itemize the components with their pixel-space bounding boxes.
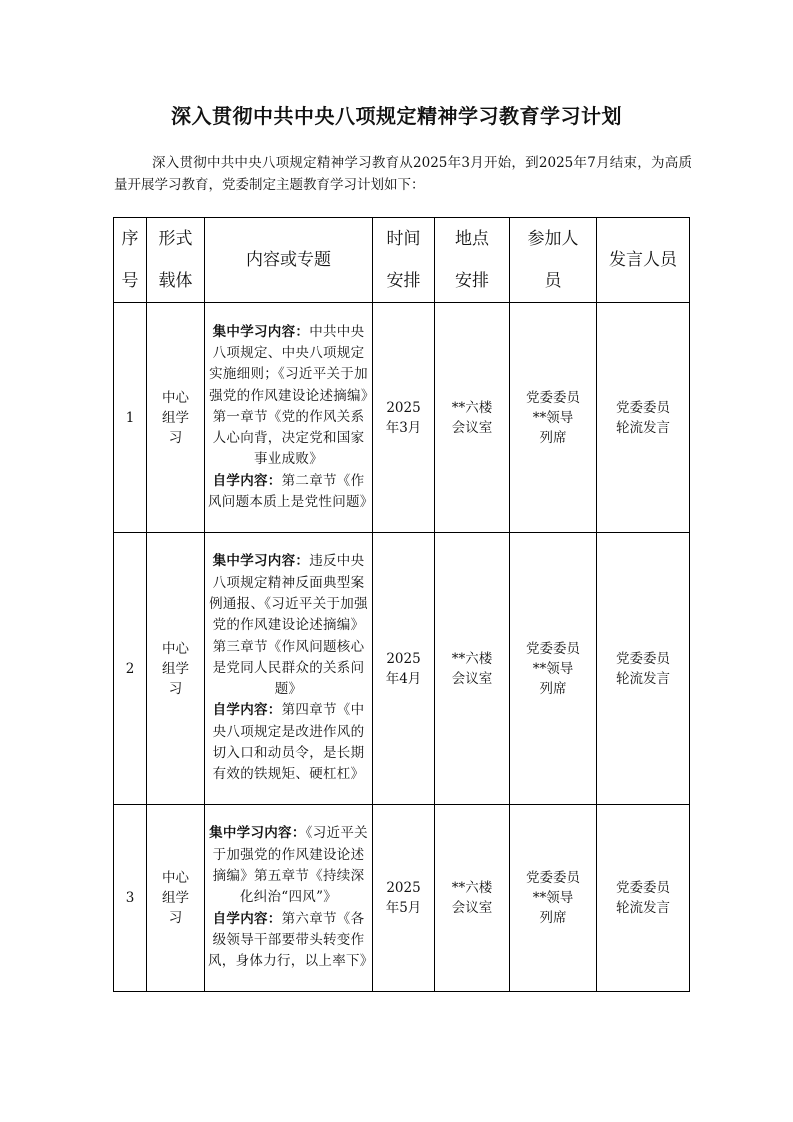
seq-cell: 2 [114,533,147,805]
header-speakers: 发言人员 [597,218,690,303]
table-row [114,805,690,992]
header-time: 时间 安排 [373,218,435,303]
study-plan-table [113,217,690,992]
central-study-text: 中共中央八项规定、中央八项规定实施细则；《习近平关于加强党的作风建设论述摘编》第一章节《党的作风关系人心向背，决定党和国家事业成败》 [209,323,368,468]
form-cell: 中心 组学 习 [147,805,205,992]
form-cell: 中心 组学 习 [147,533,205,805]
central-study-text: 违反中央八项规定精神反面典型案例通报、《习近平关于加强党的作风建设论述摘编》第三章节《作风问题核心是党同人民群众的关系问题》 [209,553,368,698]
content-cell [205,805,373,992]
intro-paragraph: 深入贯彻中共中央八项规定精神学习教育从2025年3月开始，到2025年7月结束，为高质量开展学习教育，党委制定主题教育学习计划如下： [114,155,692,193]
self-study-label: 自学内容： [212,472,282,489]
form-cell: 中心 组学 习 [147,303,205,533]
document-title: 深入贯彻中共中央八项规定精神学习教育学习计划 [171,104,622,128]
seq-cell: 3 [114,805,147,992]
header-seq: 序 号 [114,218,147,303]
attendees-cell: 党委委员 **领导 列席 [510,303,597,533]
self-study-text: 第四章节《中央八项规定是改进作风的切入口和动员令，是长期有效的铁规矩、硬杠杠》 [212,702,365,783]
time-cell: 2025 年4月 [373,533,435,805]
speakers-cell: 党委委员 轮流发言 [597,533,690,805]
self-study-label: 自学内容： [212,910,282,927]
speakers-cell: 党委委员 轮流发言 [597,805,690,992]
attendees-cell: 党委委员 **领导 列席 [510,805,597,992]
central-study-label: 集中学习内容： [209,825,306,842]
content-cell [205,533,373,805]
seq-cell: 1 [114,303,147,533]
central-study-label: 集中学习内容： [212,323,310,340]
central-study-text: 《习近平关于加强党的作风建设论述摘编》第五章节《持续深化纠治“四风”》 [212,825,368,906]
time-cell: 2025 年5月 [373,805,435,992]
attendees-cell: 党委委员 **领导 列席 [510,533,597,805]
self-study-text: 第二章节《作风问题本质上是党性问题》 [208,472,374,511]
header-place: 地点 安排 [435,218,510,303]
place-cell: **六楼 会议室 [435,303,510,533]
header-content: 内容或专题 [205,218,373,303]
table-header-row [114,218,690,303]
place-cell: **六楼 会议室 [435,533,510,805]
time-cell: 2025 年3月 [373,303,435,533]
speakers-cell: 党委委员 轮流发言 [597,303,690,533]
central-study-label: 集中学习内容： [212,553,310,570]
self-study-label: 自学内容： [212,702,282,719]
header-attendees: 参加人 员 [510,218,597,303]
table-row [114,303,690,533]
content-cell [205,303,373,533]
table-row [114,533,690,805]
header-form: 形式 载体 [147,218,205,303]
self-study-text: 第六章节《各级领导干部要带头转变作风，身体力行，以上率下》 [208,910,374,970]
place-cell: **六楼 会议室 [435,805,510,992]
